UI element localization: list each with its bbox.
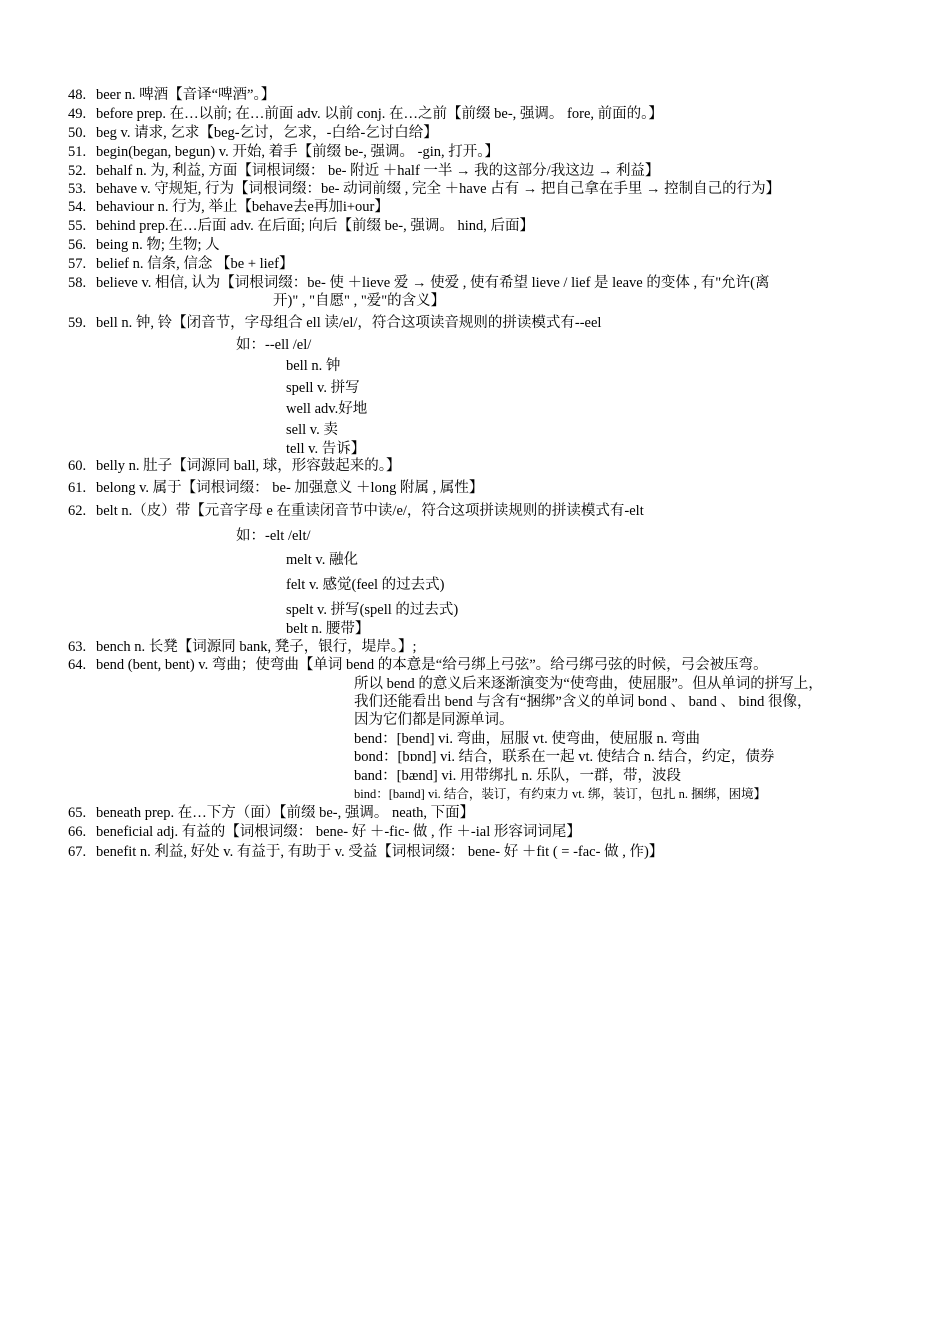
entry-49: 49. before prep. 在…以前; 在…前面 adv. 以前 conj. 在…之前【前缀 be-, 强调。 fore, 前面的。】 xyxy=(68,106,663,122)
entry-59: 59. bell n. 钟, 铃【闭音节，字母组合 ell 读/el/，符合这项读音规则的拼读模式有--eel xyxy=(68,315,602,331)
entry-64-continued-2: 我们还能看出 bend 与含有“捆绑”含义的单词 bond 、 band 、 bind 很像， xyxy=(354,694,812,710)
entry-55: 55. behind prep.在…后面 adv. 在后面; 向后【前缀 be-, 强调。 hind, 后面】 xyxy=(68,218,535,234)
entry-64: 64. bend (bent, bent) v. 弯曲；使弯曲【单词 bend 的本意是“给弓绑上弓弦”。给弓绑弓弦的时候，弓会被压弯。 xyxy=(68,657,768,673)
entry-53: 53. behave v. 守规矩, 行为【词根词缀：be- 动词前缀 , 完全 ＋have 占有 → 把自己拿在手里 → 控制自己的行为】 xyxy=(68,181,781,197)
entry-63: 63. bench n. 长凳【词源同 bank, 凳子，银行，堤岸。】; xyxy=(68,639,417,655)
entry-64-band-definition: band：[bænd] vi. 用带绑扎 n. 乐队，一群，带，波段 xyxy=(354,768,682,784)
entry-52: 52. behalf n. 为, 利益, 方面【词根词缀： be- 附近 ＋half 一半 → 我的这部分/我这边 → 利益】 xyxy=(68,163,660,179)
entry-65: 65. beneath prep. 在…下方（面）【前缀 be-, 强调。 neath, 下面】 xyxy=(68,805,475,821)
entry-59-example-bell: bell n. 钟 xyxy=(286,358,341,374)
entry-59-example-spell: spell v. 拼写 xyxy=(286,380,360,396)
entry-59-example-tell: tell v. 告诉】 xyxy=(286,441,366,457)
entry-62-example-spelt: spelt v. 拼写(spell 的过去式) xyxy=(286,602,459,618)
entry-58: 58. believe v. 相信, 认为【词根词缀：be- 使 ＋lieve 爱 → 使爱 , 使有希望 lieve / lief 是 leave 的变体 , 有"允许(离 xyxy=(68,275,770,291)
entry-61: 61. belong v. 属于【词根词缀： be- 加强意义 ＋long 附属 , 属性】 xyxy=(68,480,484,496)
entry-67: 67. benefit n. 利益, 好处 v. 有益于, 有助于 v. 受益【词根词缀： bene- 好 ＋fit ( = -fac- 做 , 作)】 xyxy=(68,844,664,860)
entry-59-example-sell: sell v. 卖 xyxy=(286,422,338,438)
entry-60: 60. belly n. 肚子【词源同 ball, 球，形容鼓起来的。】 xyxy=(68,458,401,474)
entry-57: 57. belief n. 信条, 信念 【be + lief】 xyxy=(68,256,294,272)
entry-62-example-melt: melt v. 融化 xyxy=(286,552,358,568)
entry-64-continued-3: 因为它们都是同源单词。 xyxy=(354,712,514,728)
entry-66: 66. beneficial adj. 有益的【词根词缀： bene- 好 ＋-fic- 做 , 作 ＋-ial 形容词词尾】 xyxy=(68,824,581,840)
entry-62: 62. belt n.（皮）带【元音字母 e 在重读闭音节中读/e/，符合这项拼读规则的拼读模式有-elt xyxy=(68,503,644,519)
entry-50: 50. beg v. 请求, 乞求【beg-乞讨，乞求，-白给-乞讨白给】 xyxy=(68,125,438,141)
entry-56: 56. being n. 物; 生物; 人 xyxy=(68,237,220,253)
entry-51: 51. begin(began, begun) v. 开始, 着手【前缀 be-, 强调。 -gin, 打开。】 xyxy=(68,144,499,160)
entry-48: 48. beer n. 啤酒【音译“啤酒”。】 xyxy=(68,87,276,103)
entry-62-example-heading: 如：-elt /elt/ xyxy=(236,528,311,544)
entry-64-bend-definition: bend：[bend] vi. 弯曲，屈服 vt. 使弯曲，使屈服 n. 弯曲 xyxy=(354,731,700,747)
entry-64-bind-definition: bind：[baɪnd] vi. 结合，装订，有约束力 vt. 绑，装订，包扎 n. 捆绑，困境】 xyxy=(354,787,767,801)
entry-59-example-heading: 如：--ell /el/ xyxy=(236,337,312,353)
entry-58-continued: 开)" , "自愿" , "爱"的含义】 xyxy=(273,293,446,309)
entry-59-example-well: well adv.好地 xyxy=(286,401,368,417)
entry-64-bond-definition: bond：[bɒnd] vi. 结合，联系在一起 vt. 使结合 n. 结合，约定，债券 xyxy=(354,749,775,765)
entry-62-example-felt: felt v. 感觉(feel 的过去式) xyxy=(286,577,445,593)
entry-62-example-belt: belt n. 腰带】 xyxy=(286,621,370,637)
entry-54: 54. behaviour n. 行为, 举止【behave去e再加i+our】 xyxy=(68,199,389,215)
entry-64-continued-1: 所以 bend 的意义后来逐渐演变为“使弯曲，使屈服”。但从单词的拼写上， xyxy=(354,676,823,692)
